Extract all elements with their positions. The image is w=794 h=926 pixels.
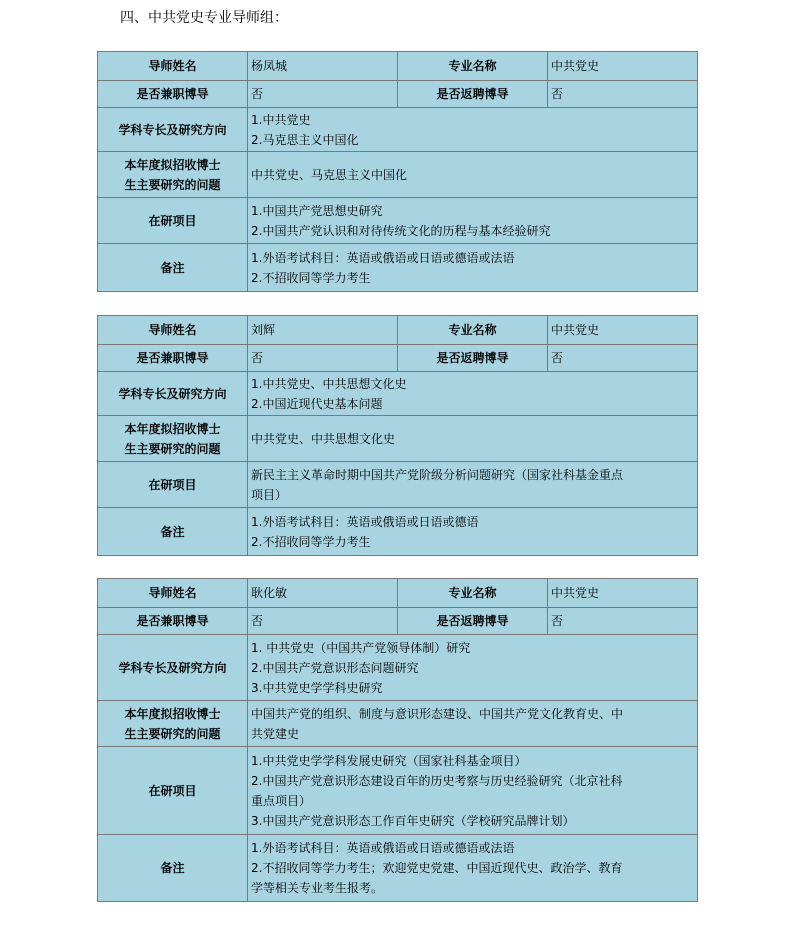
notes-value <box>248 244 698 292</box>
parttime-value: 否 <box>248 608 398 635</box>
projects-label: 在研项目 <box>98 747 248 835</box>
advisor-table-3 <box>97 578 698 902</box>
projects-value <box>248 198 698 244</box>
specialty-label: 学科专长及研究方向 <box>98 372 248 416</box>
note-line: 2.不招收同等学力考生 <box>251 534 371 549</box>
project-line: 3.中国共产党意识形态工作百年史研究（学校研究品牌计划） <box>251 813 575 828</box>
questions-line: 中国共产党的组织、制度与意识形态建设、中国共产党文化教育史、中 <box>251 706 624 721</box>
project-line: 重点项目） <box>251 793 312 808</box>
questions-line: 中共党史、中共思想文化史 <box>251 431 396 446</box>
rehire-label: 是否返聘博导 <box>398 81 548 108</box>
project-line: 1.中国共产党思想史研究 <box>251 203 383 218</box>
parttime-label: 是否兼职博导 <box>98 608 248 635</box>
questions-label-line: 生主要研究的问题 <box>124 441 221 456</box>
questions-label-line: 本年度拟招收博士 <box>124 157 221 172</box>
rehire-value: 否 <box>548 608 698 635</box>
specialty-value <box>248 635 698 701</box>
questions-line: 共党建史 <box>251 726 300 741</box>
major-label: 专业名称 <box>398 52 548 81</box>
parttime-value: 否 <box>248 81 398 108</box>
projects-label: 在研项目 <box>98 198 248 244</box>
rehire-label: 是否返聘博导 <box>398 345 548 372</box>
advisor-table-1 <box>97 51 698 292</box>
questions-label-line: 生主要研究的问题 <box>124 177 221 192</box>
specialty-line: 2.马克思主义中国化 <box>251 132 359 147</box>
projects-label: 在研项目 <box>98 462 248 508</box>
specialty-label: 学科专长及研究方向 <box>98 635 248 701</box>
parttime-label: 是否兼职博导 <box>98 81 248 108</box>
rehire-value: 否 <box>548 81 698 108</box>
section-heading: 四、中共党史专业导师组： <box>120 10 288 26</box>
specialty-line: 1. 中共党史（中国共产党领导体制）研究 <box>251 640 471 655</box>
project-line: 2.中国共产党意识形态建设百年的历史考察与历史经验研究（北京社科 <box>251 773 623 788</box>
parttime-label: 是否兼职博导 <box>98 345 248 372</box>
questions-label-line: 本年度拟招收博士 <box>124 421 221 436</box>
project-line: 1.中共党史学学科发展史研究（国家社科基金项目） <box>251 753 527 768</box>
advisor-name-label: 导师姓名 <box>98 316 248 345</box>
specialty-value <box>248 372 698 416</box>
note-line: 1.外语考试科目：英语或俄语或日语或德语或法语 <box>251 250 515 265</box>
questions-label <box>98 701 248 747</box>
advisor-name: 耿化敏 <box>248 579 398 608</box>
questions-label-line: 生主要研究的问题 <box>124 726 221 741</box>
questions-label-line: 本年度拟招收博士 <box>124 706 221 721</box>
questions-value <box>248 152 698 198</box>
note-line: 1.外语考试科目：英语或俄语或日语或德语或法语 <box>251 841 515 855</box>
questions-label <box>98 152 248 198</box>
questions-value <box>248 416 698 462</box>
project-line: 项目） <box>251 487 288 502</box>
note-line: 学等相关专业考生报考。 <box>251 881 384 895</box>
specialty-line: 1.中共党史、中共思想文化史 <box>251 376 407 391</box>
questions-line: 中共党史、马克思主义中国化 <box>251 167 408 182</box>
notes-value <box>248 835 698 902</box>
major-label: 专业名称 <box>398 579 548 608</box>
specialty-value <box>248 108 698 152</box>
notes-value <box>248 508 698 556</box>
projects-value <box>248 462 698 508</box>
notes-label: 备注 <box>98 835 248 902</box>
note-line: 2.不招收同等学力考生 <box>251 270 371 285</box>
rehire-label: 是否返聘博导 <box>398 608 548 635</box>
questions-value <box>248 701 698 747</box>
project-line: 新民主主义革命时期中国共产党阶级分析问题研究（国家社科基金重点 <box>251 467 624 482</box>
advisor-table-2 <box>97 315 698 556</box>
specialty-label: 学科专长及研究方向 <box>98 108 248 152</box>
specialty-line: 3.中共党史学学科史研究 <box>251 680 383 695</box>
projects-value <box>248 747 698 835</box>
specialty-line: 2.中国共产党意识形态问题研究 <box>251 660 419 675</box>
project-line: 2.中国共产党认识和对待传统文化的历程与基本经验研究 <box>251 223 551 238</box>
notes-label: 备注 <box>98 508 248 556</box>
notes-label: 备注 <box>98 244 248 292</box>
note-line: 2.不招收同等学力考生；欢迎党史党建、中国近现代史、政治学、教育 <box>251 861 623 875</box>
major-value: 中共党史 <box>548 579 698 608</box>
advisor-name-label: 导师姓名 <box>98 579 248 608</box>
major-value: 中共党史 <box>548 52 698 81</box>
major-label: 专业名称 <box>398 316 548 345</box>
questions-label <box>98 416 248 462</box>
rehire-value: 否 <box>548 345 698 372</box>
note-line: 1.外语考试科目：英语或俄语或日语或德语 <box>251 514 479 529</box>
advisor-name: 杨凤城 <box>248 52 398 81</box>
advisor-name: 刘辉 <box>248 316 398 345</box>
major-value: 中共党史 <box>548 316 698 345</box>
specialty-line: 1.中共党史 <box>251 112 311 127</box>
specialty-line: 2.中国近现代史基本问题 <box>251 396 383 411</box>
advisor-name-label: 导师姓名 <box>98 52 248 81</box>
parttime-value: 否 <box>248 345 398 372</box>
